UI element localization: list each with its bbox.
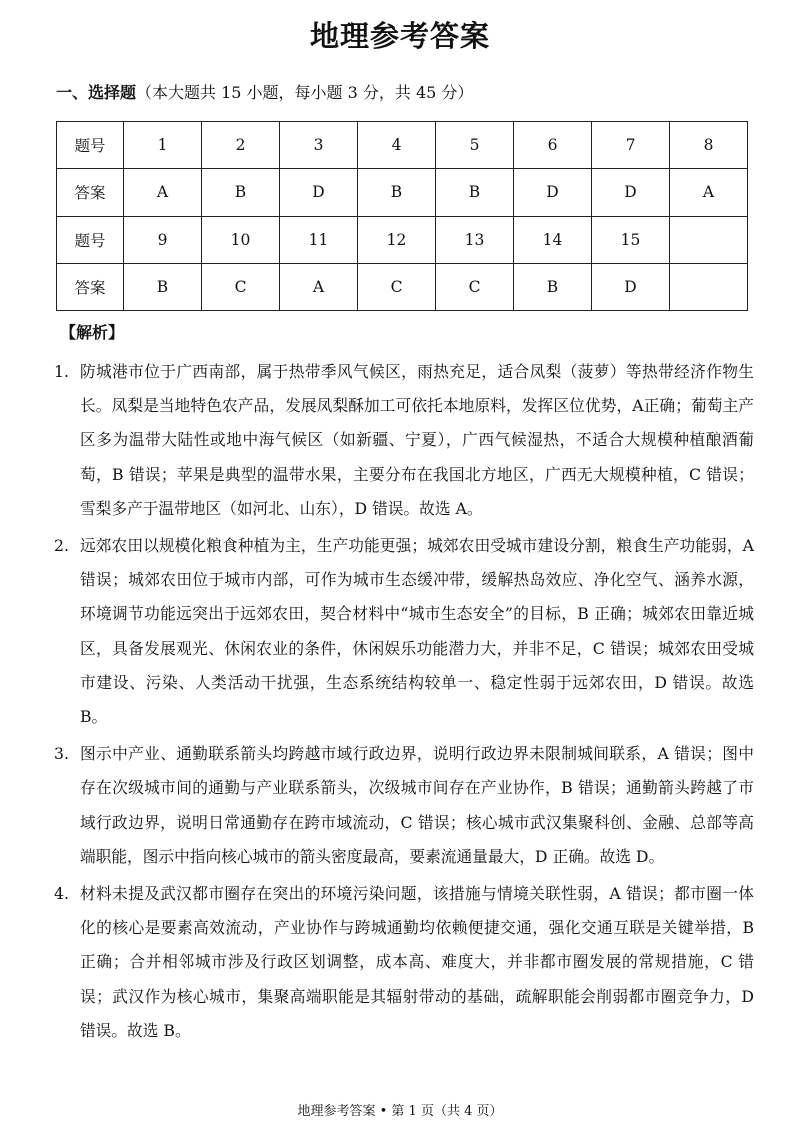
explanation-text: 图示中产业、通勤联系箭头均跨越市域行政边界，说明行政边界未限制城间联系，A 错误；图中存在次级城市间的通勤与产业联系箭头，次级城市间存在产业协作，B 错误；通勤箭头跨越了市域行政边界，说明日常通勤存在跨市域流动，C 错误；核心城市武汉集聚科创、金融、总部等高端职能，图示中指向核心城市的箭头密度最高，要素流通量最大，D 正确。故选 D。 [80,744,754,866]
table-cell: C [202,263,280,310]
table-cell: 4 [358,122,436,169]
section-heading [56,80,473,103]
explanation-item [54,877,754,1048]
table-cell: A [670,169,748,216]
section-note: （本大题共 15 小题，每小题 3 分，共 45 分） [136,83,474,102]
table-cell: 10 [202,216,280,263]
question-number: 4. [54,884,69,904]
table-cell: C [436,263,514,310]
table-row [57,216,748,263]
explanation-item [54,737,754,874]
table-cell: 13 [436,216,514,263]
table-cell [670,263,748,310]
table-row [57,169,748,216]
section-title: 一、选择题 [56,83,137,102]
question-number: 1. [54,362,69,381]
table-cell: B [202,169,280,216]
explanation-item [54,529,754,734]
table-cell: 9 [124,216,202,263]
table-cell: 1 [124,122,202,169]
page-footer: 地理参考答案 • 第 1 页（共 4 页） [297,1104,503,1119]
analysis-heading: 【解析】 [60,323,125,342]
question-number: 2. [54,536,69,556]
explanation-item [54,355,754,526]
table-cell: A [124,169,202,216]
table-row [57,263,748,310]
row-header: 题号 [57,122,124,169]
row-header: 题号 [57,216,124,263]
table-cell: D [592,169,670,216]
table-cell: C [358,263,436,310]
table-cell: 14 [514,216,592,263]
row-header: 答案 [57,169,124,216]
table-cell: 12 [358,216,436,263]
table-cell: D [592,263,670,310]
explanation-list [54,355,754,1051]
table-cell: B [514,263,592,310]
table-cell: A [280,263,358,310]
table-cell: 5 [436,122,514,169]
explanation-text: 材料未提及武汉都市圈存在突出的环境污染问题，该措施与情境关联性弱，A 错误；都市圈一体化的核心是要素高效流动，产业协作与跨城通勤均依赖便捷交通，强化交通互联是关键举措，B 正确；合并相邻城市涉及行政区划调整，成本高、难度大，并非都市圈发展的常规措施，C 错误；武汉作为核心城市，集聚高端职能是其辐射带动的基础，疏解职能会削弱都市圈竞争力，D 错误。故选 B。 [80,884,754,1040]
explanation-text: 防城港市位于广西南部，属于热带季风气候区，雨热充足，适合凤梨（菠萝）等热带经济作物生长。凤梨是当地特色农产品，发展凤梨酥加工可依托本地原料，发挥区位优势，A正确；葡萄主产区多为温带大陆性或地中海气候区（如新疆、宁夏），广西气候湿热，不适合大规模种植酿酒葡萄，B 错误；苹果是典型的温带水果，主要分布在我国北方地区，广西无大规模种植，C 错误；雪梨多产于温带地区（如河北、山东），D 错误。故选 A。 [80,362,754,518]
explanation-text: 远郊农田以规模化粮食种植为主，生产功能更强；城郊农田受城市建设分割，粮食生产功能弱，A 错误；城郊农田位于城市内部，可作为城市生态缓冲带，缓解热岛效应、净化空气、涵养水源，环境调节功能远突出于远郊农田，契合材料中“城市生态安全”的目标，B 正确；城郊农田靠近城区，具备发展观光、休闲农业的条件，休闲娱乐功能潜力大，并非不足，C 错误；城郊农田受城市建设、污染、人类活动干扰强，生态系统结构较单一、稳定性弱于远郊农田，D 错误。故选 B。 [80,536,754,727]
table-cell: 2 [202,122,280,169]
row-header: 答案 [57,263,124,310]
table-cell: 11 [280,216,358,263]
table-cell: D [514,169,592,216]
table-cell: 7 [592,122,670,169]
answer-table [56,121,748,311]
table-cell: 6 [514,122,592,169]
table-cell: B [358,169,436,216]
table-cell [670,216,748,263]
table-cell: D [280,169,358,216]
table-cell: 8 [670,122,748,169]
table-cell: B [124,263,202,310]
page-title: 地理参考答案 [309,19,490,53]
table-cell: B [436,169,514,216]
table-cell: 15 [592,216,670,263]
question-number: 3. [54,744,69,764]
table-row [57,122,748,169]
table-cell: 3 [280,122,358,169]
